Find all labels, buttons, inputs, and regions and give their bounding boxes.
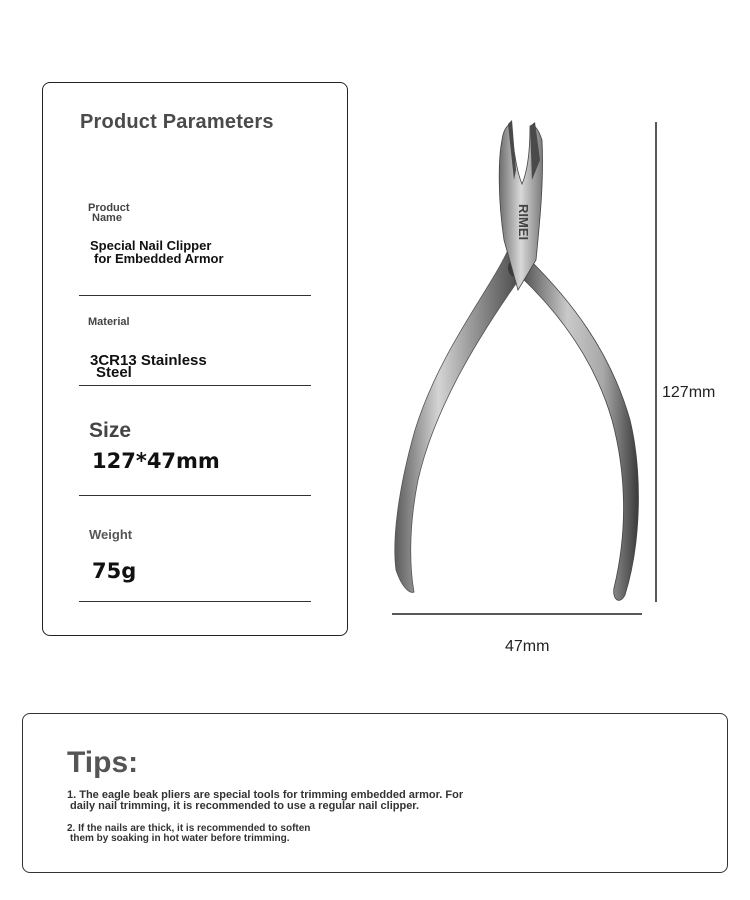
material-value-line2: Steel xyxy=(96,364,132,381)
weight-section xyxy=(79,527,311,605)
divider xyxy=(79,385,311,386)
right-handle xyxy=(520,260,638,600)
tips-card xyxy=(22,713,728,873)
parameters-title: Product Parameters xyxy=(80,111,274,133)
size-label: Size xyxy=(89,419,132,442)
nail-clipper-image xyxy=(380,100,750,660)
left-handle xyxy=(395,250,520,592)
tip-2-line2: them by soaking in hot water before trimming. xyxy=(70,833,290,844)
material-value xyxy=(90,352,207,381)
tip-2 xyxy=(67,824,310,844)
product-name-value xyxy=(90,239,224,265)
weight-value: 75g xyxy=(92,559,137,583)
divider xyxy=(79,601,311,602)
height-label: 127mm xyxy=(662,384,716,401)
product-name-value-line2: for Embedded Armor xyxy=(94,251,224,266)
size-section xyxy=(79,419,311,497)
product-name-label xyxy=(88,203,130,223)
tips-title: Tips: xyxy=(67,746,139,779)
tip-1-line1: 1. The eagle beak pliers are special tools for trimming embedded armor. For xyxy=(67,789,464,801)
product-name-value-line1: Special Nail Clipper xyxy=(90,238,212,253)
size-value: 127*47mm xyxy=(92,449,220,473)
product-image-area xyxy=(380,100,750,660)
product-parameters-card xyxy=(42,82,348,636)
product-name-section xyxy=(79,201,311,297)
brand-logo: RIMEI xyxy=(516,204,531,241)
material-section xyxy=(79,313,311,387)
tip-2-line1: 2. If the nails are thick, it is recommended to soften xyxy=(67,823,311,834)
width-label: 47mm xyxy=(505,638,550,655)
divider xyxy=(79,495,311,496)
product-name-label-line2: Name xyxy=(92,212,122,224)
weight-label: Weight xyxy=(89,527,133,542)
tip-1-line2: daily nail trimming, it is recommended to use a regular nail clipper. xyxy=(70,800,420,812)
divider xyxy=(79,295,311,296)
product-name-label-line1: Product xyxy=(88,202,130,214)
material-label: Material xyxy=(88,316,130,328)
material-value-line1: 3CR13 Stainless xyxy=(90,352,207,369)
tip-1 xyxy=(67,790,463,812)
